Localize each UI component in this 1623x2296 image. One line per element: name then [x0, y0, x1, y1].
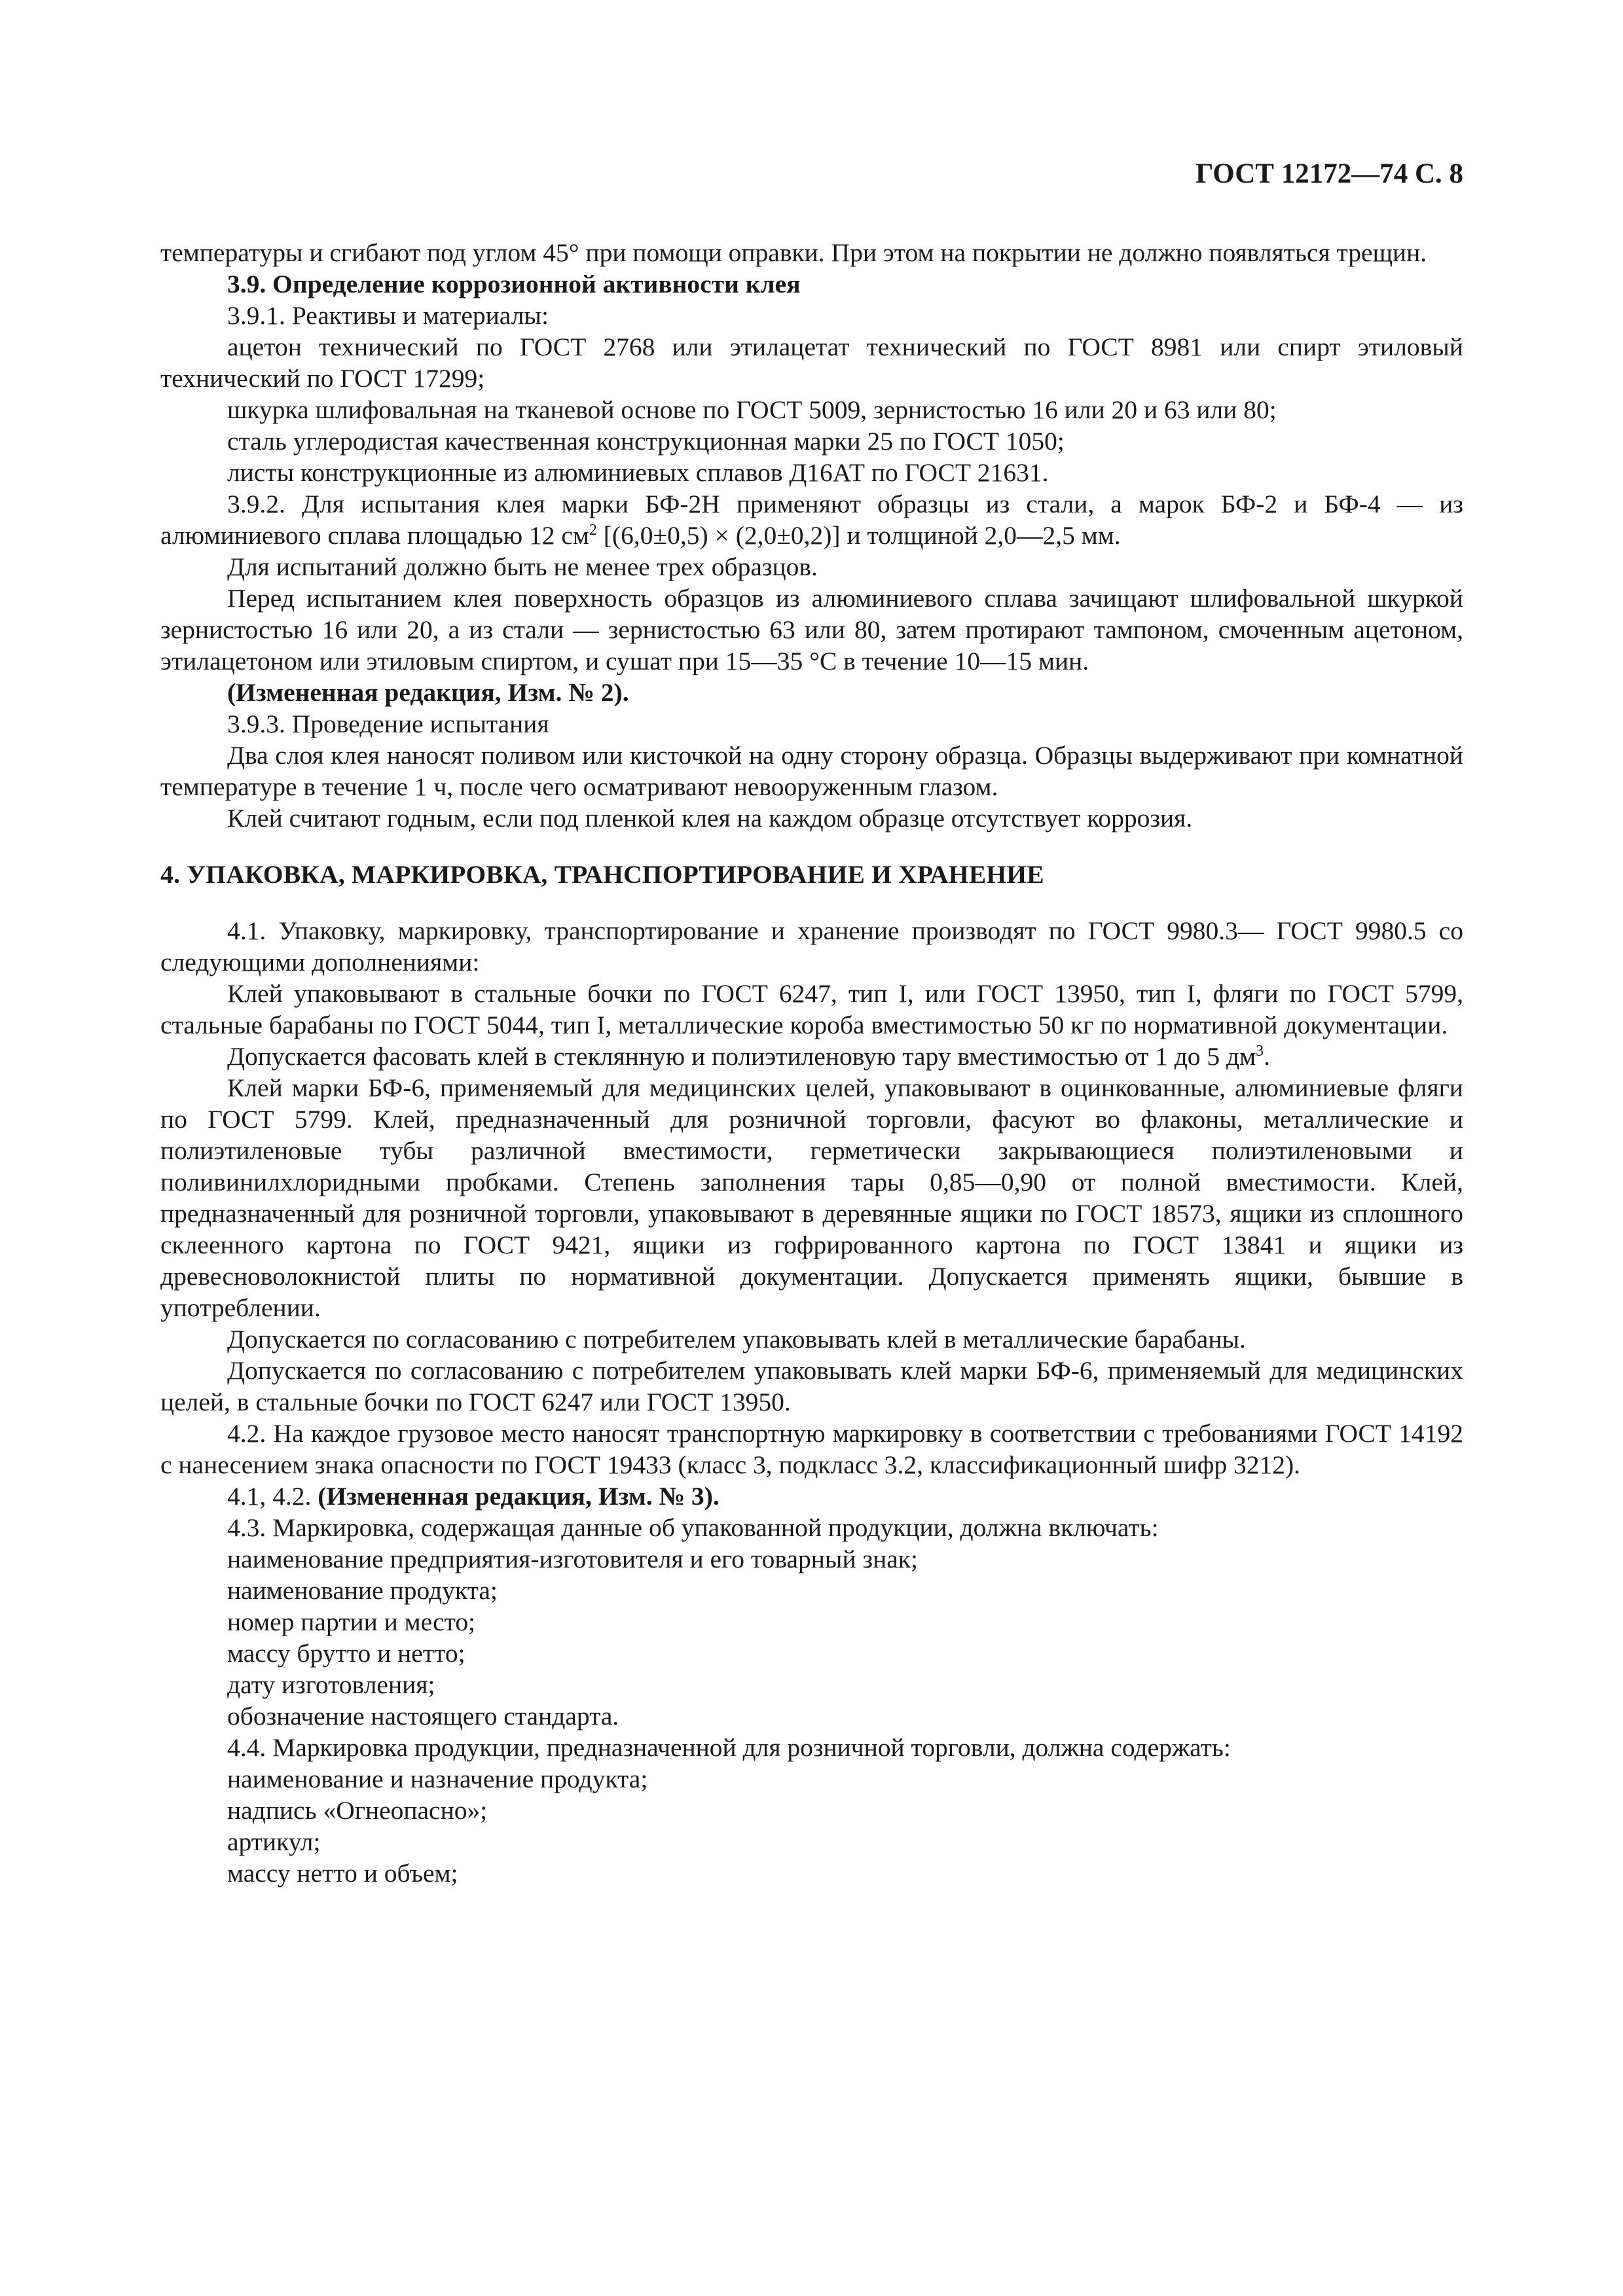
- paragraph: Перед испытанием клея поверхность образцов из алюминиевого сплава зачищают шлифовальной шкуркой зернистостью 16 или 20, а из стали — зернистостью 63 или 80, затем протирают тампоном, смоченным ацетоном, этилацетоном или этиловым спиртом, и сушат при 15—35 °С в течение 10—15 мин.: [160, 584, 1463, 675]
- paragraph: Для испытаний должно быть не менее трех образцов.: [227, 552, 818, 581]
- list-item: наименование и назначение продукта;: [227, 1765, 648, 1793]
- paragraph: 4.1. Упаковку, маркировку, транспортирование и хранение производят по ГОСТ 9980.3— ГОСТ 9980.5 со следующими дополнениями:: [160, 916, 1463, 977]
- list-item: наименование предприятия-изготовителя и его товарный знак;: [227, 1545, 918, 1573]
- paragraph: 3.9.3. Проведение испытания: [227, 709, 549, 738]
- paragraph: [160, 488, 1463, 551]
- paragraph: [160, 1041, 1463, 1072]
- paragraph: Клей упаковывают в стальные бочки по ГОСТ 6247, тип I, или ГОСТ 13950, тип I, фляги по ГОСТ 5799, стальные барабаны по ГОСТ 5044, тип I, металлические короба вместимостью 50 кг по нормативной документации.: [160, 979, 1463, 1039]
- paragraph: Допускается по согласованию с потребителем упаковывать клей марки БФ-6, применяемый для медицинских целей, в стальные бочки по ГОСТ 6247 или ГОСТ 13950.: [160, 1356, 1463, 1416]
- list-item: номер партии и место;: [227, 1607, 476, 1636]
- list-item: массу нетто и объем;: [227, 1859, 458, 1888]
- paragraph-text: 4.1, 4.2.: [227, 1482, 318, 1511]
- list-item: дату изготовления;: [227, 1670, 435, 1699]
- superscript: 3: [1256, 1042, 1264, 1060]
- paragraph: 4.4. Маркировка продукции, предназначенной для розничной торговли, должна содержать:: [227, 1733, 1231, 1762]
- list-item: листы конструкционные из алюминиевых сплавов Д16АТ по ГОСТ 21631.: [227, 458, 1049, 487]
- list-item: обозначение настоящего стандарта.: [227, 1702, 619, 1731]
- paragraph-text: [(6,0±0,5) × (2,0±0,2)] и толщиной 2,0—2,5 мм.: [596, 521, 1121, 550]
- paragraph: 4.2. На каждое грузовое место наносят транспортную маркировку в соответствии с требованиями ГОСТ 14192 с нанесением знака опасности по ГОСТ 19433 (класс 3, подкласс 3.2, классификационный шифр 3212).: [160, 1419, 1463, 1479]
- list-item: артикул;: [227, 1827, 321, 1856]
- document-page: [160, 157, 1463, 1889]
- list-item: ацетон технический по ГОСТ 2768 или этилацетат технический по ГОСТ 8981 или спирт этиловый технический по ГОСТ 17299;: [160, 332, 1463, 393]
- paragraph: 4.3. Маркировка, содержащая данные об упакованной продукции, должна включать:: [227, 1513, 1159, 1542]
- paragraph-text: .: [1264, 1042, 1271, 1071]
- list-item: надпись «Огнеопасно»;: [227, 1796, 488, 1825]
- list-item: массу брутто и нетто;: [227, 1639, 465, 1668]
- revision-note: (Измененная редакция, Изм. № 2).: [227, 678, 629, 707]
- paragraph: Два слоя клея наносят поливом или кисточкой на одну сторону образца. Образцы выдерживают при комнатной температуре в течение 1 ч, после чего осматривают невооруженным глазом.: [160, 741, 1463, 801]
- list-item: шкурка шлифовальная на тканевой основе по ГОСТ 5009, зернистостью 16 или 20 и 63 или 80;: [227, 395, 1277, 424]
- subsection-heading: 3.9. Определение коррозионной активности клея: [227, 270, 801, 298]
- paragraph: Допускается по согласованию с потребителем упаковывать клей в металлические барабаны.: [227, 1325, 1246, 1354]
- revision-note-bold: (Измененная редакция, Изм. № 3).: [318, 1482, 720, 1511]
- paragraph: температуры и сгибают под углом 45° при помощи оправки. При этом на покрытии не должно появляться трещин.: [160, 238, 1427, 267]
- paragraph: Клей марки БФ-6, применяемый для медицинских целей, упаковывают в оцинкованные, алюминиевые фляги по ГОСТ 5799. Клей, предназначенный для розничной торговли, фасуют во флаконы, металлические и полиэтиленовые тубы различной вместимости, герметически закрывающиеся полиэтиленовыми и поливинилхлоридными пробками. Степень заполнения тары 0,85—0,90 от полной вместимости. Клей, предназначенный для розничной торговли, упаковывают в деревянные ящики по ГОСТ 18573, ящики из сплошного склеенного картона по ГОСТ 9421, ящики из гофрированного картона по ГОСТ 13841 и ящики из древесноволокнистой плиты по нормативной документации. Допускается применять ящики, бывшие в употреблении.: [160, 1073, 1463, 1322]
- page-header: ГОСТ 12172—74 С. 8: [1195, 158, 1463, 189]
- list-item: сталь углеродистая качественная конструкционная марки 25 по ГОСТ 1050;: [227, 427, 1065, 456]
- paragraph-text: 3.9.2. Для испытания клея марки БФ-2Н применяют образцы из стали, а марок БФ-2 и БФ-4 — из алюминиевого сплава площадью 12 см: [160, 490, 1463, 550]
- revision-note: [160, 1480, 1463, 1512]
- superscript: 2: [589, 521, 597, 539]
- section-title: 4. УПАКОВКА, МАРКИРОВКА, ТРАНСПОРТИРОВАНИЕ И ХРАНЕНИЕ: [160, 860, 1044, 889]
- paragraph: 3.9.1. Реактивы и материалы:: [227, 301, 549, 330]
- paragraph: Клей считают годным, если под пленкой клея на каждом образце отсутствует коррозия.: [227, 804, 1193, 833]
- list-item: наименование продукта;: [227, 1576, 498, 1605]
- paragraph-text: Допускается фасовать клей в стеклянную и полиэтиленовую тару вместимостью от 1 до 5 дм: [227, 1042, 1256, 1071]
